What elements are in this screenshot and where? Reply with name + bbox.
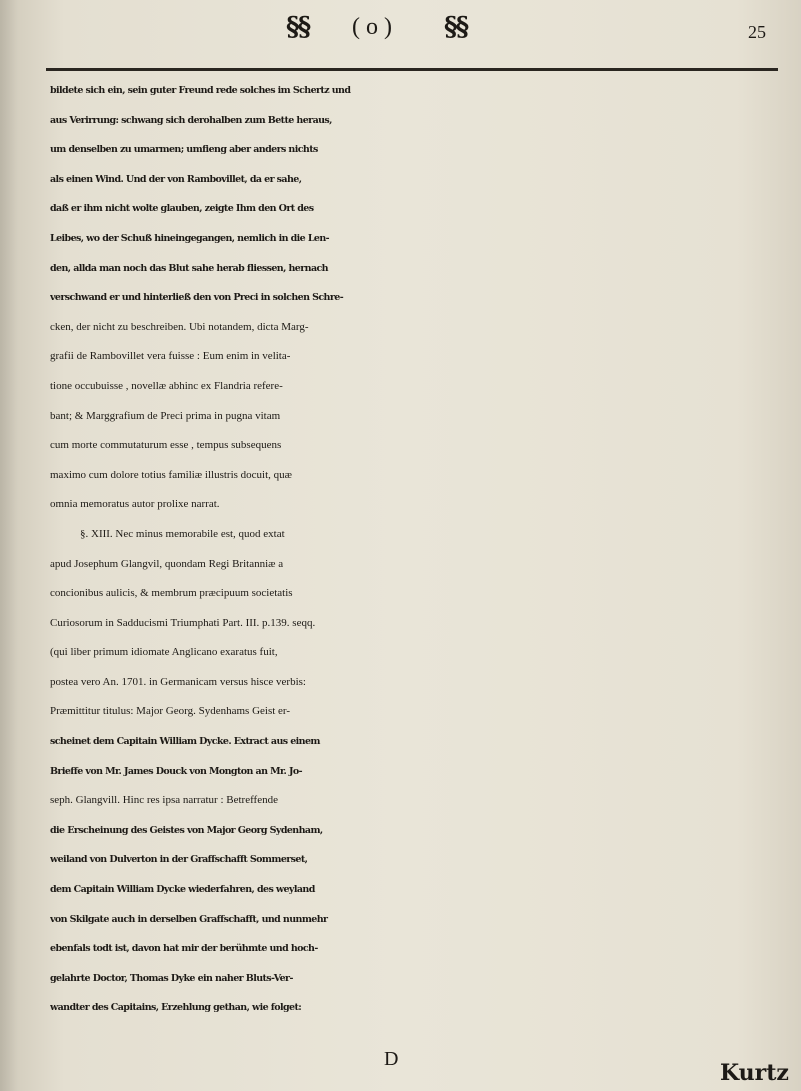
text-line: grafii de Rambovillet vera fuisse : Eum enim in velita- (50, 350, 291, 363)
text-line: gelahrte Doctor, Thomas Dyke ein naher Bluts-Ver- (50, 972, 293, 984)
header-ornament-left: §§ (286, 12, 310, 42)
text-line: von Skilgate auch in derselben Graffschafft, und nunmehr (50, 913, 328, 925)
text-line: apud Josephum Glangvil, quondam Regi Britanniæ a (50, 557, 284, 570)
text-line: um denselben zu umarmen; umfieng aber anders nichts (50, 144, 318, 156)
text-line: Curiosorum in Sadducismi Triumphati Part. III. p.139. seqq. (50, 616, 316, 629)
text-line: verschwand er und hinterließ den von Preci in solchen Schre- (50, 292, 344, 304)
text-line: als einen Wind. Und der von Rambovillet, da er sahe, (50, 173, 302, 185)
signature-mark: D (384, 1048, 399, 1070)
text-line: §. XIII. Nec minus memorabile est, quod extat (80, 527, 285, 540)
text-line: den, allda man noch das Blut sahe herab fliessen, hernach (50, 262, 328, 274)
text-line: ebenfals todt ist, davon hat mir der berühmte und hoch- (50, 943, 318, 955)
text-line: seph. Glangvill. Hinc res ipsa narratur : Betreffende (50, 794, 278, 807)
text-line: (qui liber primum idiomate Anglicano exaratus fuit, (50, 646, 278, 659)
text-line: Leibes, wo der Schuß hineingegangen, nemlich in die Len- (50, 232, 329, 244)
running-header (0, 10, 801, 54)
page-gutter-shadow (0, 0, 18, 1091)
text-line: wandter des Capitains, Erzehlung gethan, wie folget: (50, 1002, 302, 1014)
text-body (50, 76, 780, 1023)
text-line: Præmittitur titulus: Major Georg. Sydenhams Geist er- (50, 705, 291, 718)
text-line: weiland von Dulverton in der Graffschafft Sommerset, (50, 854, 308, 866)
text-line: Brieffe von Mr. James Douck von Mongton an Mr. Jo- (50, 765, 302, 777)
text-line: cum morte commutaturum esse , tempus subsequens (50, 439, 282, 452)
text-line: bant; & Marggrafium de Preci prima in pugna vitam (50, 409, 281, 422)
text-line: omnia memoratus autor prolixe narrat. (50, 498, 220, 511)
text-line: cken, der nicht zu beschreiben. Ubi notandem, dicta Marg- (50, 320, 309, 333)
header-folio-mark: ( o ) (352, 14, 392, 40)
text-line: scheinet dem Capitain William Dycke. Extract aus einem (50, 736, 320, 748)
text-line: aus Verirrung: schwang sich derohalben zum Bette heraus, (50, 114, 332, 126)
page-number: 25 (748, 22, 766, 42)
text-line: daß er ihm nicht wolte glauben, zeigte Ihm den Ort des (50, 203, 314, 215)
text-line: concionibus aulicis, & membrum præcipuum societatis (50, 587, 293, 600)
text-line: maximo cum dolore totius familiæ illustris docuit, quæ (50, 468, 292, 481)
text-line: bildete sich ein, sein guter Freund rede solches im Schertz und (50, 85, 351, 96)
text-line: postea vero An. 1701. in Germanicam versus hisce verbis: (50, 675, 306, 688)
text-line: tione occubuisse , novellæ abhinc ex Flandria refere- (50, 379, 283, 392)
text-line: dem Capitain William Dycke wiederfahren, des weyland (50, 884, 315, 896)
header-ornament-right: §§ (444, 12, 468, 42)
header-rule (46, 68, 778, 71)
text-line: die Erscheinung des Geistes von Major Georg Sydenham, (50, 824, 323, 836)
catchword: Kurtz (720, 1060, 789, 1086)
